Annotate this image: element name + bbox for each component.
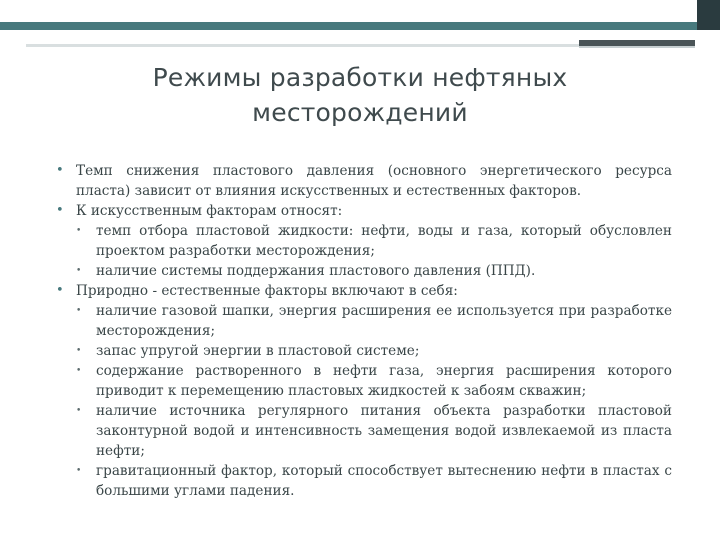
bullet-text: содержание растворенного в нефти газа, энергия расширения которого приводит к перемещению пластовых жидкостей к забоям скважин; [96, 363, 672, 399]
slide-title-line-1: Режимы разработки нефтяных [152, 63, 568, 92]
bullet-item [56, 281, 672, 301]
bullet-dot-icon: • [56, 163, 64, 178]
sub-bullet-item [56, 341, 672, 361]
bullet-small-dot-icon: • [76, 306, 82, 316]
bullet-text: Темп снижения пластового давления (основного энергетического ресурса пласта) зависит от влияния искусственных и естественных факторов. [76, 163, 672, 199]
bullet-item [56, 201, 672, 221]
slide-body [56, 161, 672, 501]
bullet-text: К искусственным факторам относят: [76, 203, 343, 219]
bullet-text: Природно - естественные факторы включают в себя: [76, 283, 458, 299]
bullet-small-dot-icon: • [76, 226, 82, 236]
sub-bullet-item [56, 361, 672, 401]
bullet-small-dot-icon: • [76, 406, 82, 416]
bullet-small-dot-icon: • [76, 466, 82, 476]
bullet-text: темп отбора пластовой жидкости: нефти, воды и газа, который обусловлен проектом разработки месторождения; [96, 223, 672, 259]
bullet-text: гравитационный фактор, который способствует вытеснению нефти в пластах с большими углами падения. [96, 463, 672, 499]
bullet-dot-icon: • [56, 283, 64, 298]
bullet-small-dot-icon: • [76, 366, 82, 376]
bullet-text: наличие газовой шапки, энергия расширения ее используется при разработке месторождения; [96, 303, 672, 339]
sub-bullet-item [56, 261, 672, 281]
header-rule-thin [579, 46, 695, 48]
bullet-item [56, 161, 672, 201]
bullet-text: наличие системы поддержания пластового давления (ППД). [96, 263, 536, 279]
header-rule-light [26, 44, 579, 47]
top-accent-bar [0, 22, 697, 30]
bullet-text: запас упругой энергии в пластовой системе; [96, 343, 420, 359]
slide-title-line-2: месторождений [252, 98, 468, 127]
top-corner-block [697, 0, 720, 30]
sub-bullet-item [56, 401, 672, 461]
bullet-dot-icon: • [56, 203, 64, 218]
slide-title [60, 60, 660, 130]
sub-bullet-item [56, 301, 672, 341]
bullet-small-dot-icon: • [76, 346, 82, 356]
bullet-small-dot-icon: • [76, 266, 82, 276]
sub-bullet-item [56, 461, 672, 501]
sub-bullet-item [56, 221, 672, 261]
bullet-text: наличие источника регулярного питания объекта разработки пластовой законтурной водой и интенсивность замещения водой извлекаемой из пласта нефти; [96, 403, 672, 459]
